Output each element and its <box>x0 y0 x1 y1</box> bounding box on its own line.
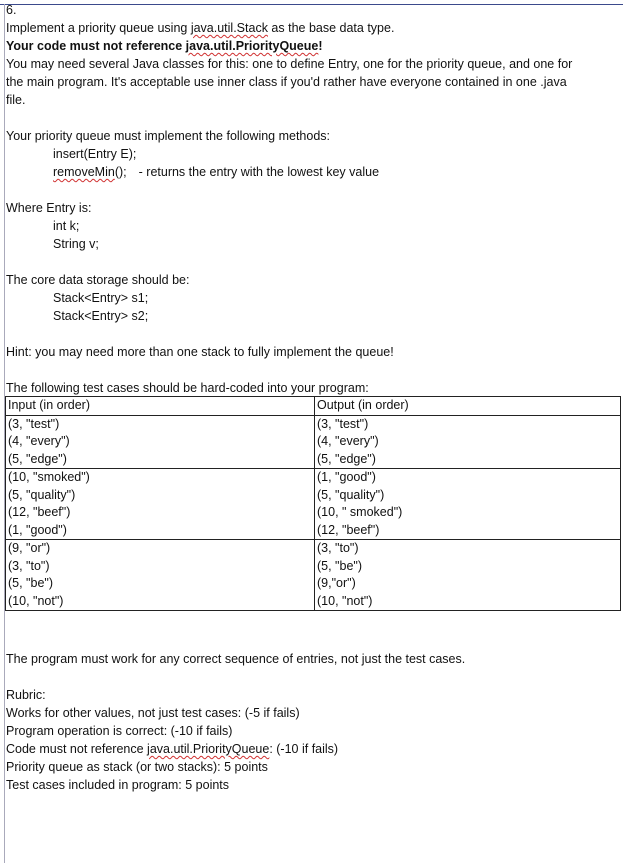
bold-warning <box>6 37 323 55</box>
input-entry: (10, "not") <box>8 593 64 608</box>
output-entry: (4, "every") <box>317 434 379 448</box>
input-entry: (10, "smoked") <box>8 470 90 484</box>
storage-s2: Stack<Entry> s2; <box>53 309 149 323</box>
rubric-item-5: Test cases included in program: 5 points <box>6 778 230 792</box>
rubric-item-2: Program operation is correct: (-10 if fails) <box>6 724 233 738</box>
input-entry: (5, "be") <box>8 576 54 590</box>
input-entry: (3, "to") <box>8 558 50 573</box>
input-cell <box>6 415 315 469</box>
test-cases-table <box>5 396 621 611</box>
line1-post: as the base data type. <box>267 21 395 35</box>
item3-code: java.util.PriorityQueue <box>147 742 270 756</box>
output-entry: (12, "beef") <box>317 522 380 537</box>
para-line-1: You may need several Java classes for this: one to define Entry, one for the priority queue, and one for <box>6 57 573 71</box>
input-cell <box>6 540 315 611</box>
input-cell <box>6 469 315 540</box>
remove-name: removeMin <box>53 165 115 179</box>
output-entry: (10, " smoked") <box>317 505 403 519</box>
input-entry: (5, "edge") <box>8 451 67 466</box>
rubric-item-1: Works for other values, not just test cases: (-5 if fails) <box>6 706 300 720</box>
methods-intro: Your priority queue must implement the following methods: <box>6 129 331 143</box>
output-entry: (9,"or") <box>317 576 356 590</box>
input-entry: (5, "quality") <box>8 487 76 502</box>
method-remove <box>53 163 379 181</box>
top-border <box>0 4 623 5</box>
tests-intro: The following test cases should be hard-coded into your program: <box>6 381 369 395</box>
output-entry: (5, "edge") <box>317 451 376 466</box>
table-header-row <box>6 397 621 416</box>
output-entry: (5, "be") <box>317 558 363 573</box>
rubric-item-3 <box>6 740 338 758</box>
question-line-1 <box>6 19 394 37</box>
output-cell <box>315 415 621 469</box>
bold-pre: Your code must not reference <box>6 39 186 53</box>
remove-desc: - returns the entry with the lowest key value <box>138 165 380 179</box>
general-requirement: The program must work for any correct sequence of entries, not just the test cases. <box>6 652 466 666</box>
item3-post: : (-10 if fails) <box>269 742 339 756</box>
entry-field-v: String v; <box>53 237 99 251</box>
bold-code: java.util.PriorityQueue <box>185 39 319 53</box>
output-entry: (10, "not") <box>317 593 373 608</box>
output-entry: (3, "test") <box>317 416 369 431</box>
storage-s1: Stack<Entry> s1; <box>53 291 149 305</box>
output-cell <box>315 469 621 540</box>
question-number: 6. <box>6 3 17 17</box>
input-entry: (9, "or") <box>8 541 51 555</box>
bold-post: ! <box>318 39 323 53</box>
entry-intro: Where Entry is: <box>6 201 92 215</box>
test-group-3 <box>6 540 621 611</box>
line1-pre: Implement a priority queue using <box>6 21 191 35</box>
test-group-2 <box>6 469 621 540</box>
input-entry: (3, "test") <box>8 416 60 431</box>
output-cell <box>315 540 621 611</box>
header-input: Input (in order) <box>6 397 315 416</box>
output-entry: (5, "quality") <box>317 487 385 502</box>
para-line-2: the main program. It's acceptable use inner class if you'd rather have everyone contained in one .java <box>6 75 567 89</box>
entry-field-k: int k; <box>53 219 80 233</box>
hint-text: Hint: you may need more than one stack to fully implement the queue! <box>6 345 394 359</box>
storage-intro: The core data storage should be: <box>6 273 190 287</box>
input-entry: (4, "every") <box>8 434 70 448</box>
input-entry: (1, "good") <box>8 522 67 537</box>
para-line-3: file. <box>6 93 26 107</box>
method-insert: insert(Entry E); <box>53 147 137 161</box>
rubric-title: Rubric: <box>6 688 46 702</box>
item3-pre: Code must not reference <box>6 742 148 756</box>
remove-suffix: (); <box>114 165 127 179</box>
rubric-item-4: Priority queue as stack (or two stacks): 5 points <box>6 760 268 774</box>
test-group-1 <box>6 415 621 469</box>
line1-code: java.util.Stack <box>190 21 268 35</box>
header-output: Output (in order) <box>315 397 621 416</box>
input-entry: (12, "beef") <box>8 505 71 519</box>
output-entry: (1, "good") <box>317 470 376 484</box>
output-entry: (3, "to") <box>317 541 359 555</box>
